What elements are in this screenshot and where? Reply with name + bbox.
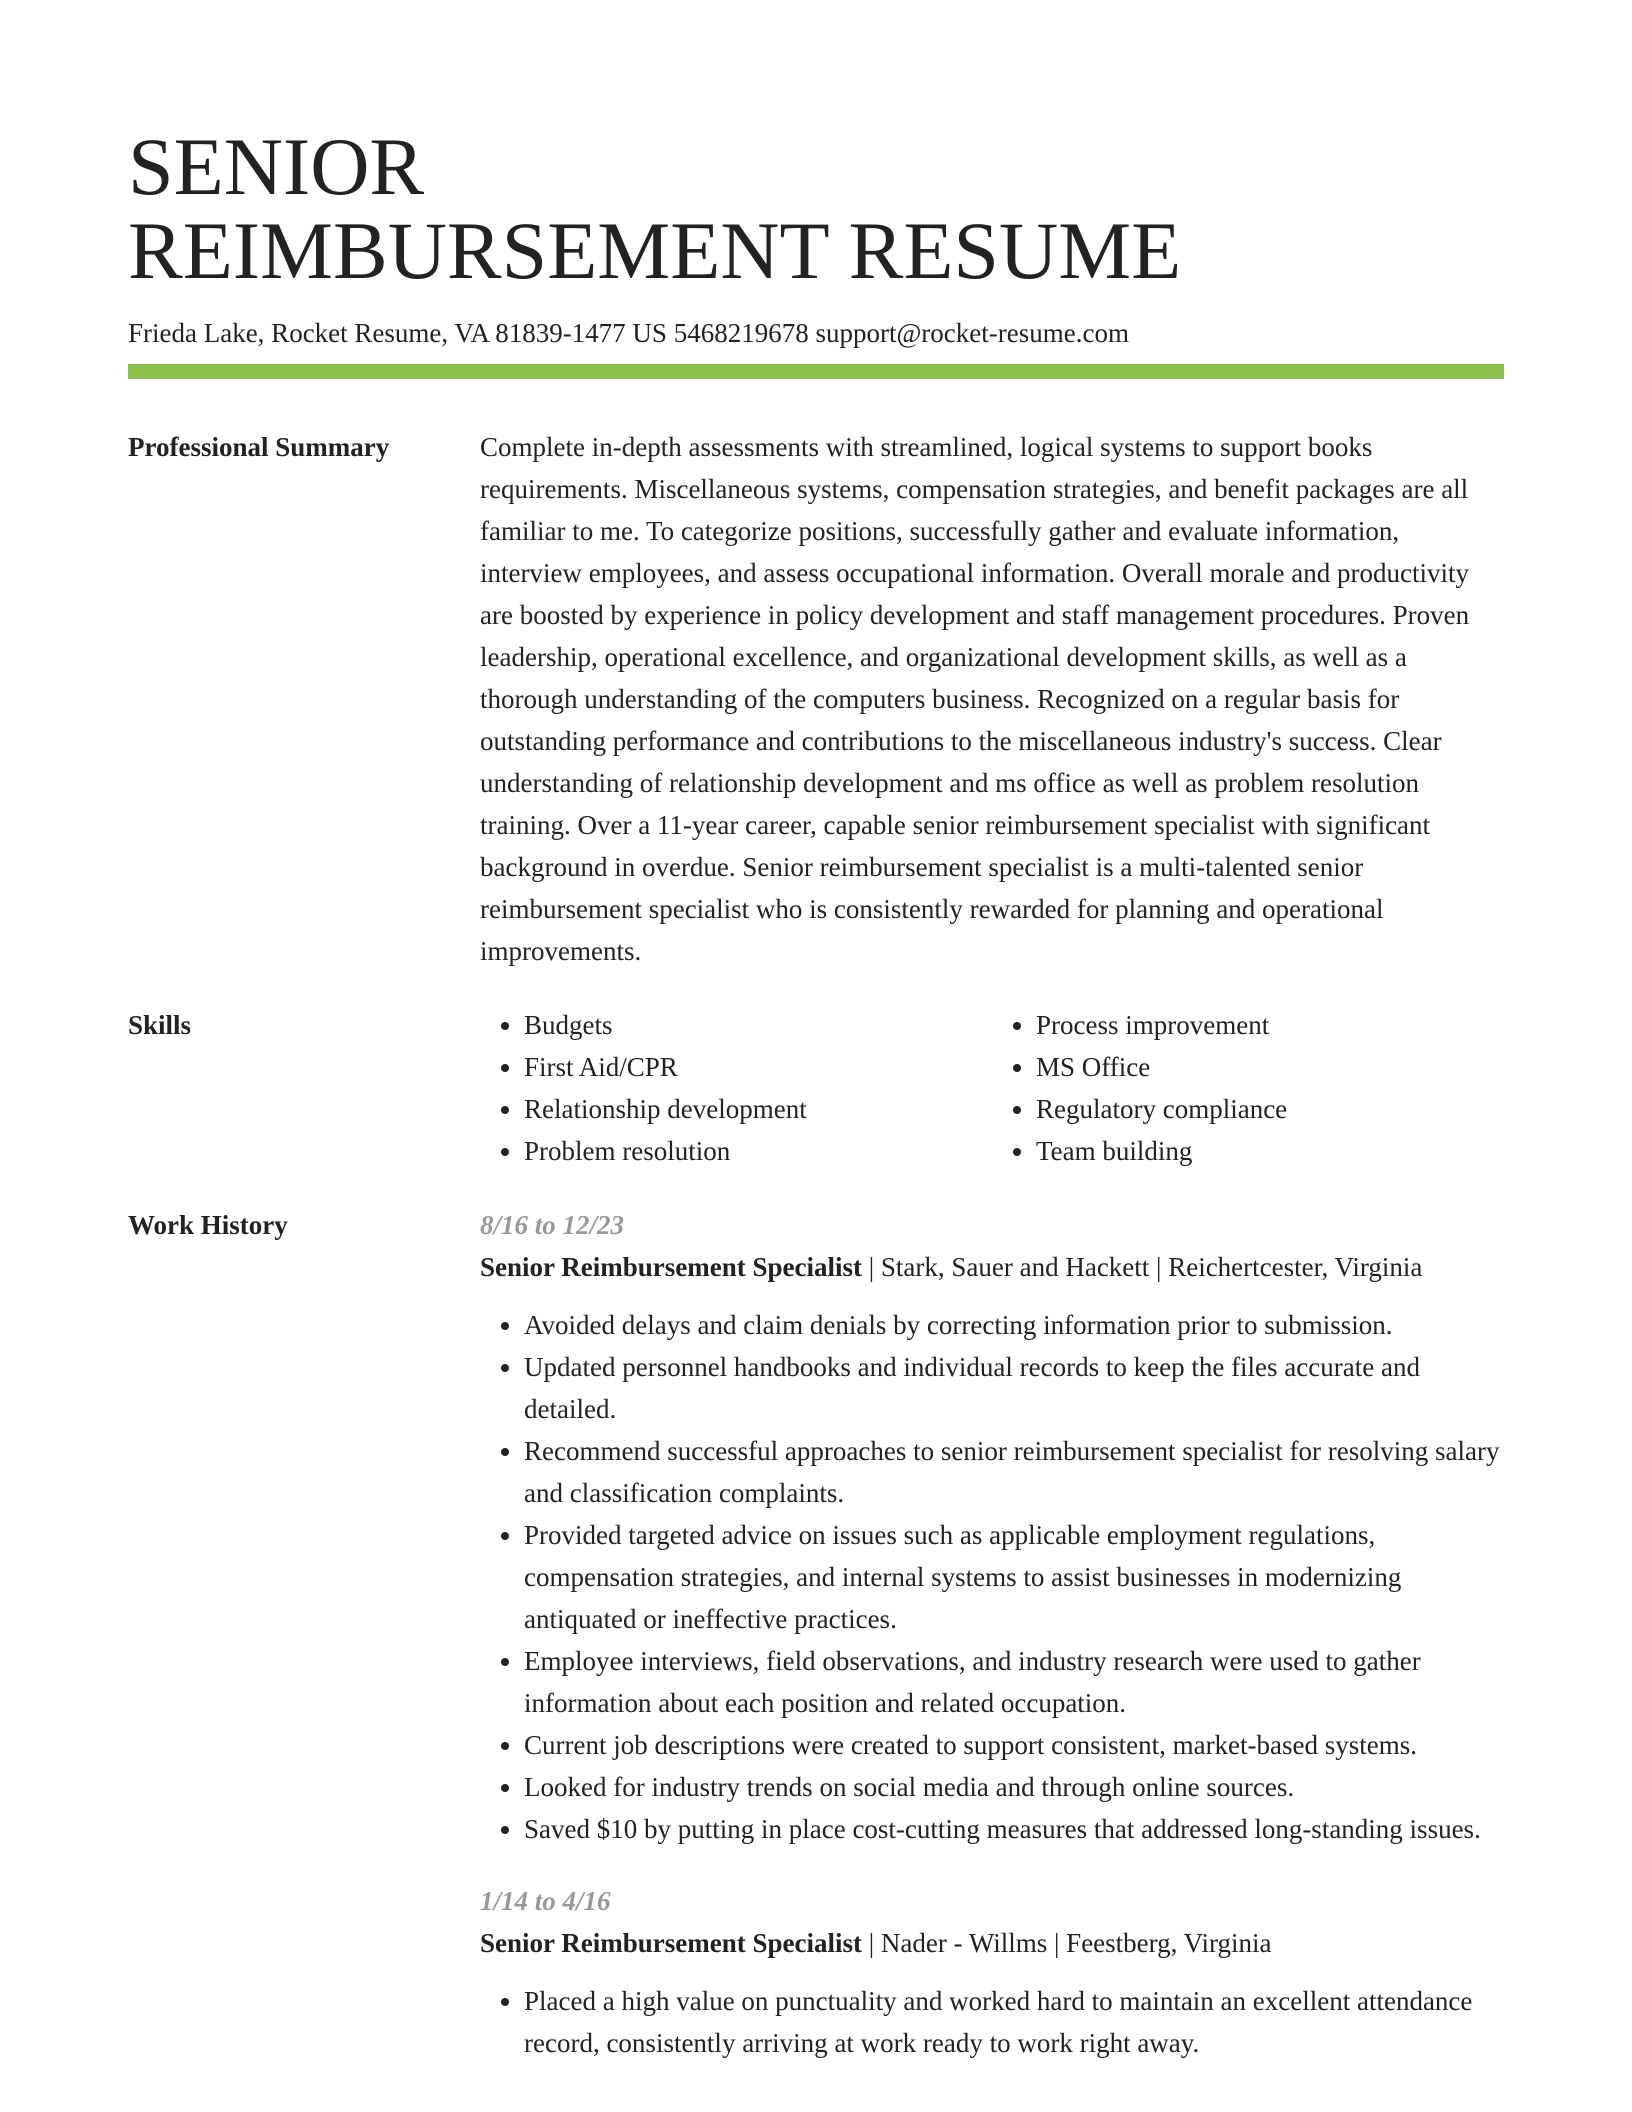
resume-title-line-2: REIMBURSEMENT RESUME — [128, 205, 1182, 296]
skill-item: • Relationship development — [524, 1088, 992, 1130]
job-title: Senior Reimbursement Specialist — [480, 1928, 862, 1958]
resume-title — [128, 121, 1504, 296]
skill-item: • Team building — [1036, 1130, 1504, 1172]
job-bullets — [480, 1304, 1504, 1850]
section-label-summary: Professional Summary — [128, 432, 390, 462]
skill-item: • Problem resolution — [524, 1130, 992, 1172]
skills-body — [480, 1004, 1504, 1172]
skills-column-right — [992, 1004, 1504, 1172]
job-bullets — [480, 1980, 1504, 2064]
job-entry — [480, 1204, 1504, 1850]
work-history-body — [480, 1204, 1504, 2064]
job-title: Senior Reimbursement Specialist — [480, 1252, 862, 1282]
job-entry — [480, 1880, 1504, 2064]
skills-column-left — [480, 1004, 992, 1172]
section-professional-summary — [128, 426, 1504, 972]
skill-item: • MS Office — [1036, 1046, 1504, 1088]
job-employer-location: | Nader - Willms | Feestberg, Virginia — [861, 1928, 1272, 1958]
skill-item: • Budgets — [524, 1004, 992, 1046]
job-bullet: • Employee interviews, field observations, and industry research were used to gather information about each position and related occupation. — [524, 1640, 1504, 1724]
section-label-work-history: Work History — [128, 1210, 288, 1240]
job-bullet: • Provided targeted advice on issues such as applicable employment regulations, compensation strategies, and internal systems to assist businesses in modernizing antiquated or ineffective practices. — [524, 1514, 1504, 1640]
job-bullet: • Current job descriptions were created to support consistent, market-based systems. — [524, 1724, 1504, 1766]
job-bullet: • Placed a high value on punctuality and worked hard to maintain an excellent attendance record, consistently arriving at work ready to work right away. — [524, 1980, 1504, 2064]
job-bullet: • Saved $10 by putting in place cost-cutting measures that addressed long-standing issues. — [524, 1808, 1504, 1850]
skill-item: • First Aid/CPR — [524, 1046, 992, 1088]
job-title-line — [480, 1246, 1504, 1288]
job-bullet: • Updated personnel handbooks and individual records to keep the files accurate and detailed. — [524, 1346, 1504, 1430]
skill-item: • Regulatory compliance — [1036, 1088, 1504, 1130]
section-work-history — [128, 1204, 1504, 2064]
job-date: 1/14 to 4/16 — [480, 1886, 611, 1916]
skill-item: • Process improvement — [1036, 1004, 1504, 1046]
summary-text: Complete in-depth assessments with streamlined, logical systems to support books requirements. Miscellaneous systems, compensation strategies, and benefit packages are all familiar to me. To categorize positions, successfully gather and evaluate information, interview employees, and assess occupational information. Overall morale and productivity are boosted by experience in policy development and staff management procedures. Proven leadership, operational excellence, and organizational development skills, as well as a thorough understanding of the computers business. Recognized on a regular basis for outstanding performance and contributions to the miscellaneous industry's success. Clear understanding of relationship development and ms office as well as problem resolution training. Over a 11-year career, capable senior reimbursement specialist with significant background in overdue. Senior reimbursement specialist is a multi-talented senior reimbursement specialist who is consistently rewarded for planning and operational improvements. — [480, 432, 1470, 966]
job-title-line — [480, 1922, 1504, 1964]
job-bullet: • Recommend successful approaches to senior reimbursement specialist for resolving salary and classification complaints. — [524, 1430, 1504, 1514]
contact-line: Frieda Lake, Rocket Resume, VA 81839-1477 US 5468219678 support@rocket-resume.com — [128, 318, 1129, 348]
section-skills — [128, 1004, 1504, 1172]
section-label-skills: Skills — [128, 1010, 192, 1040]
skills-grid — [480, 1004, 1504, 1172]
job-date: 8/16 to 12/23 — [480, 1210, 625, 1240]
resume-page — [128, 121, 1504, 2064]
accent-divider — [128, 364, 1504, 379]
resume-title-line-1: SENIOR — [128, 121, 425, 212]
job-employer-location: | Stark, Sauer and Hackett | Reichertcester, Virginia — [861, 1252, 1423, 1282]
job-bullet: • Avoided delays and claim denials by correcting information prior to submission. — [524, 1304, 1504, 1346]
job-bullet: • Looked for industry trends on social media and through online sources. — [524, 1766, 1504, 1808]
